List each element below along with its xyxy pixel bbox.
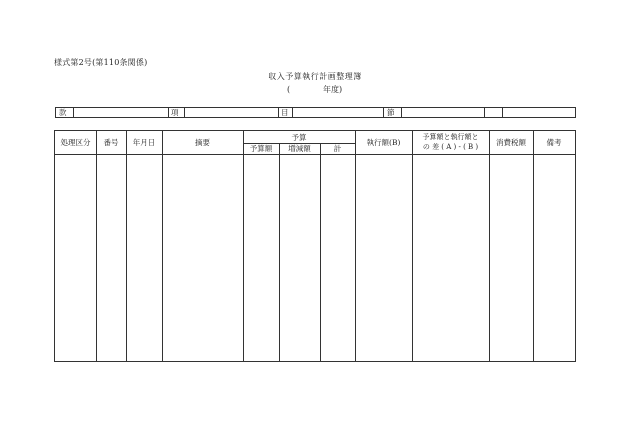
kou-value-cell (184, 108, 185, 117)
col-divider (279, 144, 280, 362)
subtitle-paren: ( (287, 85, 291, 94)
moku-label: 目 (281, 108, 289, 117)
extra-cell-1 (484, 108, 485, 117)
col-divider (533, 131, 534, 361)
kou-label: 項 (171, 108, 179, 117)
col-divider (489, 131, 490, 361)
setsu-value-cell (401, 108, 402, 117)
kou-label-cell (168, 108, 169, 117)
setsu-label-cell (383, 108, 384, 117)
header-executed: 執行額(B) (366, 138, 401, 147)
moku-label-cell (278, 108, 279, 117)
col-divider (162, 131, 163, 361)
header-consumption-tax: 消費税額 (496, 138, 526, 147)
header-category: 処理区分 (60, 138, 91, 147)
col-divider (355, 131, 356, 361)
form-number: 様式第2号(第110条関係) (54, 58, 148, 67)
kan-value-cell (73, 108, 74, 117)
header-remarks: 備考 (546, 138, 562, 147)
form-title: 収入予算執行計画整理簿 (268, 72, 362, 81)
header-difference-line2: の 差 ( A ) - ( B ) (422, 143, 479, 151)
header-budget-amount: 予算額 (249, 144, 273, 153)
col-divider (243, 131, 244, 361)
header-total: 計 (333, 144, 342, 153)
setsu-label: 節 (387, 108, 395, 117)
header-bottom-line (55, 154, 575, 155)
header-budget: 予算 (291, 133, 307, 142)
col-divider (412, 131, 413, 361)
header-number: 番号 (103, 138, 119, 147)
moku-value-cell (292, 108, 293, 117)
header-date: 年月日 (132, 138, 156, 147)
col-divider (96, 131, 97, 361)
header-increase-decrease: 増減額 (288, 144, 311, 153)
main-table (54, 130, 576, 362)
header-difference-line1: 予算額と執行額と (422, 133, 479, 141)
subtitle-year: 年度) (323, 85, 343, 94)
form-subtitle (287, 84, 342, 95)
kan-label: 款 (59, 108, 67, 117)
header-summary: 摘要 (195, 138, 210, 147)
extra-cell-2 (502, 108, 503, 117)
col-divider (320, 144, 321, 362)
classification-row (55, 107, 576, 118)
col-divider (126, 131, 127, 361)
